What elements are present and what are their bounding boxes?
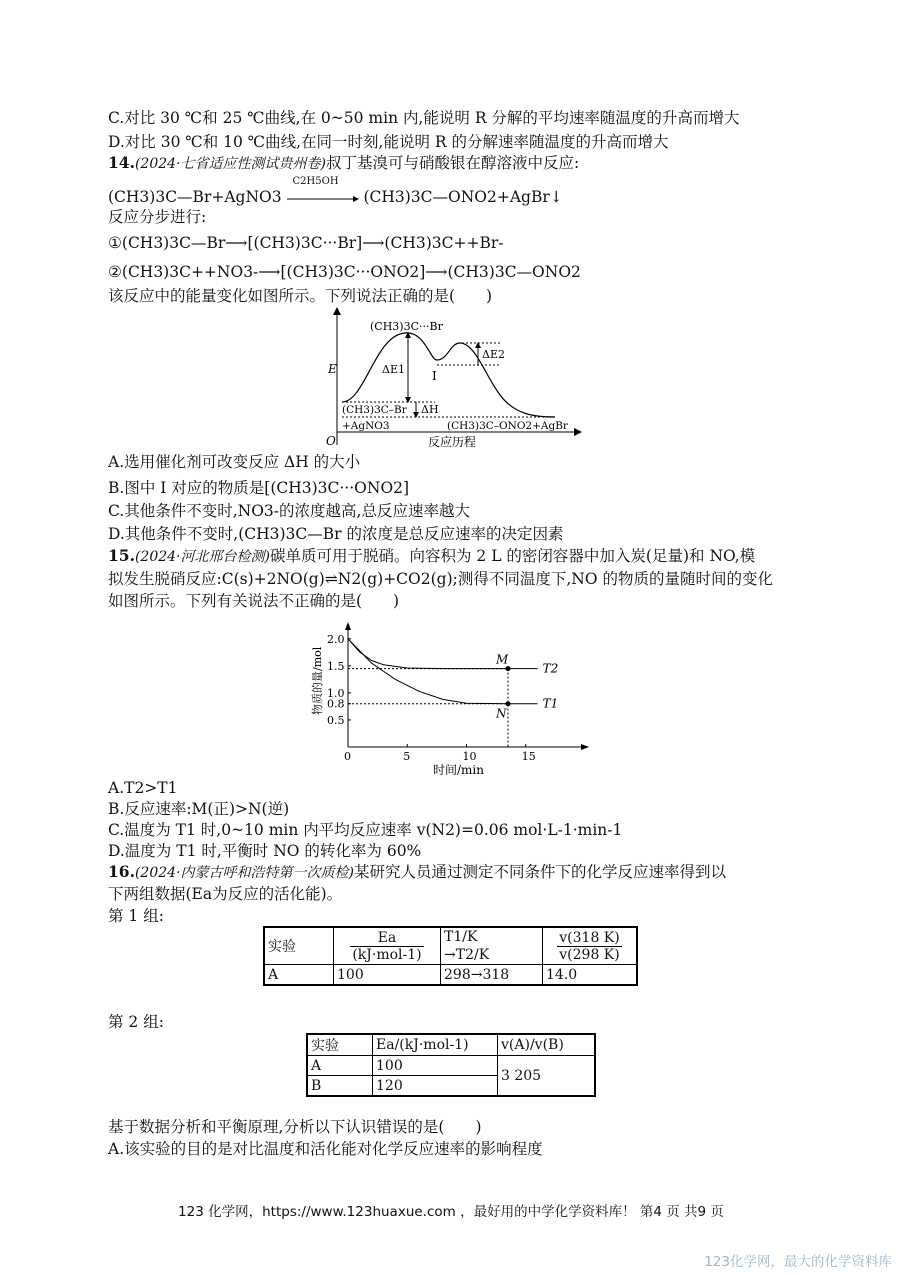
reaction-arrow-icon (287, 195, 359, 203)
reactant-label-1: (CH3)3C–Br (342, 404, 407, 416)
table-row (307, 1034, 595, 1056)
q14-step2: ②(CH3)3C++NO3-⟶[(CH3)3C···ONO2]⟶(CH3)3C—ONO2 (108, 263, 581, 281)
table-cell: A (307, 1056, 373, 1076)
series-label-T2: T2 (542, 661, 559, 676)
y-tick-label: 0.8 (327, 697, 345, 711)
x-axis-arrow-icon (581, 744, 589, 750)
v-denominator: v(298 K) (559, 946, 620, 963)
ea-numerator: Ea (350, 930, 423, 947)
q14-equation (108, 176, 563, 208)
series-label-T1: T1 (542, 696, 559, 711)
q16-question: 基于数据分析和平衡原理,分析以下认识错误的是( ) (108, 1118, 482, 1136)
group1-table (263, 926, 638, 986)
table-cell: A (264, 965, 334, 986)
q15-option-b: B.反应速率:M(正)>N(逆) (108, 800, 290, 818)
q14-stem (108, 153, 579, 174)
q14-eq-condition: C2H5OH (292, 176, 339, 187)
table-header-cell: 实验 (307, 1034, 373, 1056)
q14-stem-text: 叔丁基溴可与硝酸银在醇溶液中反应: (325, 154, 580, 172)
energy-y-label: E (328, 362, 337, 376)
q15-line1 (108, 546, 755, 567)
table-header-cell (441, 927, 543, 965)
series-line-T1 (348, 639, 538, 704)
table-cell: 14.0 (543, 965, 638, 986)
q14-option-a: A.选用催化剂可改变反应 ΔH 的大小 (108, 453, 361, 471)
q15-line2: 拟发生脱硝反应:C(s)+2NO(g)⇌N2(g)+CO2(g);测得不同温度下,NO 的物质的量随时间的变化 (108, 570, 773, 588)
ea-fraction (350, 930, 423, 963)
ts-label: (CH3)3C···Br (370, 320, 443, 333)
page-footer: 123 化学网，https://www.123huaxue.com ，最好用的中学化学资料库！ 第4 页 共9 页 (178, 1204, 724, 1220)
ea-denominator: (kJ·mol-1) (352, 946, 422, 963)
q13-option-c: C.对比 30 ℃和 25 ℃曲线,在 0~50 min 内,能说明 R 分解的平均速率随温度的升高而增大 (108, 109, 740, 127)
table-row (307, 1056, 595, 1076)
q13-option-d: D.对比 30 ℃和 10 ℃曲线,在同一时刻,能说明 R 的分解速率随温度的升高而增大 (108, 133, 669, 151)
group2-label: 第 2 组: (108, 1013, 164, 1031)
v-ratio-fraction (557, 930, 621, 963)
point-label-M: M (495, 652, 509, 667)
reactant-label-2: +AgNO3 (342, 420, 390, 432)
y-axis-arrow-icon (345, 622, 351, 630)
chart-y-label: 物质的量/mol (311, 646, 324, 715)
table-cell: 100 (373, 1056, 498, 1076)
de1-label: ΔE1 (382, 363, 405, 376)
y-tick-label: 0.5 (327, 713, 345, 727)
table-header-cell: 实验 (264, 927, 334, 965)
table-cell: 298→318 (441, 965, 543, 986)
y-axis-arrow-icon (333, 307, 341, 315)
q14-steps-intro: 反应分步进行: (108, 208, 207, 226)
q14-eq-right: (CH3)3C—ONO2+AgBr↓ (363, 188, 563, 206)
point-label-N: N (495, 706, 507, 721)
point-N (505, 701, 510, 706)
x-axis-arrow-icon (574, 428, 582, 436)
q14-source: (2024·七省适应性测试贵州卷) (134, 156, 326, 172)
y-tick-label: 2.0 (327, 632, 345, 646)
energy-diagram (320, 305, 590, 453)
x-tick-label: 15 (521, 750, 536, 763)
origin-label: O (326, 434, 336, 448)
q15-option-c: C.温度为 T1 时,0~10 min 内平均反应速率 v(N2)=0.06 mol·L-1·min-1 (108, 821, 623, 839)
group1-label: 第 1 组: (108, 907, 164, 925)
q14-option-d: D.其他条件不变时,(CH3)3C—Br 的浓度是总反应速率的决定因素 (108, 525, 564, 543)
q15-line1-text: 碳单质可用于脱硝。向容积为 2 L 的密闭容器中加入炭(足量)和 NO,模 (269, 547, 756, 565)
q14-option-b: B.图中 Ⅰ 对应的物质是[(CH3)3C···ONO2] (108, 479, 410, 497)
y-tick-label: 1.0 (327, 686, 345, 700)
q15-number: 15. (108, 546, 135, 565)
q14-number: 14. (108, 153, 135, 172)
q14-option-c: C.其他条件不变时,NO3-的浓度越高,总反应速率越大 (108, 502, 470, 520)
x-tick-label: 0 (344, 750, 351, 763)
table-header-cell (543, 927, 638, 965)
dh-label: ΔH (421, 403, 439, 416)
table-cell: B (307, 1076, 373, 1097)
q16-line1-text: 某研究人员通过测定不同条件下的化学反应速率得到以 (353, 863, 726, 881)
q15-source: (2024·河北邢台检测) (134, 549, 270, 565)
table-cell: 120 (373, 1076, 498, 1097)
series-line-T2 (348, 639, 538, 669)
y-tick-label: 1.5 (327, 659, 345, 673)
table-header-cell (334, 927, 441, 965)
group2-table (306, 1033, 596, 1097)
q16-option-a: A.该实验的目的是对比温度和活化能对化学反应速率的影响程度 (108, 1140, 543, 1158)
x-tick-label: 10 (462, 750, 477, 763)
t2-header: →T2/K (444, 947, 490, 963)
point-M (505, 666, 510, 671)
q14-eq-arrow (287, 176, 359, 208)
table-header-cell: Ea/(kJ·mol-1) (373, 1034, 498, 1056)
q14-eq-left: (CH3)3C—Br+AgNO3 (108, 188, 282, 206)
q15-option-d: D.温度为 T1 时,平衡时 NO 的转化率为 60% (108, 842, 422, 860)
de2-label: ΔE2 (482, 348, 505, 361)
intermediate-label: I (432, 369, 437, 383)
table-header-cell: v(A)/v(B) (498, 1034, 596, 1056)
no-amount-chart (305, 620, 605, 780)
chart-x-label: 时间/min (433, 763, 484, 777)
t1-header: T1/K (444, 929, 478, 945)
q16-number: 16. (108, 862, 135, 881)
q15-option-a: A.T2>T1 (108, 779, 178, 797)
energy-x-label: 反应历程 (428, 435, 477, 449)
table-row (264, 965, 637, 986)
x-tick-label: 5 (403, 750, 411, 763)
watermark: 123化学网，最大的化学资料库 (704, 1254, 892, 1270)
table-row (264, 927, 637, 965)
product-label: (CH3)3C–ONO2+AgBr (447, 420, 568, 432)
table-cell: 100 (334, 965, 441, 986)
q16-source: (2024·内蒙古呼和浩特第一次质检) (134, 865, 354, 881)
table-cell: 3 205 (498, 1056, 596, 1097)
q16-line1 (108, 862, 726, 883)
q16-line2: 下两组数据(Ea为反应的活化能)。 (108, 885, 343, 903)
v-numerator: v(318 K) (559, 929, 620, 946)
q15-line3: 如图所示。下列有关说法不正确的是( ) (108, 592, 400, 610)
q14-step1: ①(CH3)3C—Br⟶[(CH3)3C···Br]⟶(CH3)3C++Br- (108, 234, 504, 252)
q14-question: 该反应中的能量变化如图所示。下列说法正确的是( ) (108, 287, 493, 305)
